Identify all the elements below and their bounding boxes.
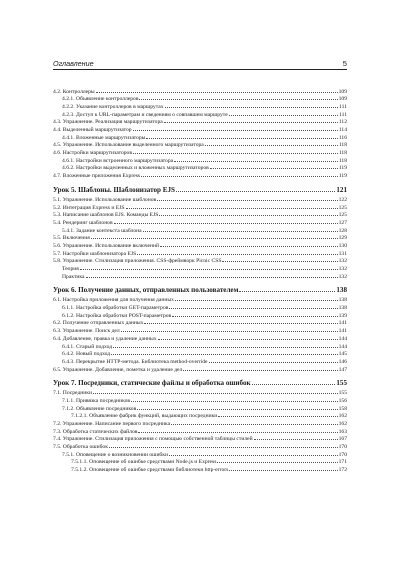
toc-entry-title: 7.1. Посредники — [53, 390, 92, 397]
dot-leader — [169, 450, 338, 456]
toc-entry-title: 7.3. Обработка статических файлов — [53, 428, 138, 435]
toc-entry-page: 144 — [338, 343, 347, 350]
dot-leader — [137, 404, 337, 410]
dot-leader — [175, 296, 338, 302]
toc-entry-page: 130 — [338, 242, 347, 249]
toc-entry-title: 5.7. Настройки шаблонизатора EJS — [53, 250, 137, 257]
toc-entry-title: 6.1. Настройка приложения для получения данных — [53, 297, 174, 304]
toc-entry-page: 118 — [338, 157, 347, 164]
toc-entry-title: 7.5.1.1. Оповещение об ошибке средствами Node.js и Express — [71, 459, 217, 466]
toc-entry-page: 111 — [339, 103, 347, 110]
toc-entry-page: 170 — [338, 444, 347, 451]
dot-leader — [109, 443, 338, 449]
toc-entry-title: 6.4.2. Новый подход — [62, 351, 111, 358]
dot-leader — [165, 102, 338, 108]
toc-entry-title: Теория — [62, 266, 79, 273]
dot-leader — [172, 311, 337, 317]
toc-entry-title: Практика — [62, 273, 85, 280]
dot-leader — [157, 195, 337, 201]
toc-entry-page: 172 — [338, 467, 347, 474]
toc-entry-title: 6.5. Упражнение. Добавление, пометка и удаление дел — [53, 366, 183, 373]
toc-entry — [53, 304, 347, 312]
toc-entry — [53, 118, 347, 126]
dot-leader — [93, 389, 338, 395]
toc-entry-title: 7.1.1. Привязка посредников — [62, 397, 131, 404]
toc-entry-title: 5.8. Упражнение. Стилизация приложения. CSS-фреймворк Picnic CSS — [53, 258, 222, 265]
dot-leader — [210, 164, 338, 170]
toc-entry-page: 131 — [338, 250, 347, 257]
toc-entry — [53, 257, 347, 265]
toc-entry — [53, 234, 347, 242]
toc-entry-title: 7.1.2.1. Объявление фабрик функций, выдающих посредники — [71, 413, 218, 420]
toc-entry-page: 155 — [336, 379, 347, 388]
toc-entry-page: 138 — [336, 286, 347, 295]
toc-entry-title: 7.5. Обработка ошибок — [53, 444, 108, 451]
toc-entry-page: 118 — [338, 142, 347, 149]
toc-entry-page: 145 — [338, 351, 347, 358]
toc-entry-page: 128 — [338, 227, 347, 234]
toc-entry — [53, 389, 347, 397]
toc-entry — [53, 458, 347, 466]
toc-entry-page: 171 — [338, 459, 347, 466]
dot-leader — [137, 249, 337, 255]
toc-entry-page: 170 — [338, 451, 347, 458]
toc-entry — [53, 141, 347, 149]
header-title: Оглавление — [53, 59, 94, 68]
toc-entry-page: 158 — [338, 405, 347, 412]
toc-entry-page: 127 — [338, 219, 347, 226]
dot-leader — [113, 342, 337, 348]
dot-leader — [169, 304, 337, 310]
toc-entry-title: 5.6. Упражнение. Использование включений — [53, 242, 160, 249]
toc-entry-title: 5.4. Рендеринг шаблонов — [53, 219, 113, 226]
toc-entry-title: Урок 6. Получение данных, отправленных пользователем — [53, 286, 239, 295]
toc-entry-page: 162 — [338, 421, 347, 428]
toc-entry-title: 4.2.3. Доступ к URL-параметрам и сведениям о совпавшем маршруте — [62, 111, 228, 118]
toc-entry-page: 109 — [338, 96, 347, 103]
toc-entry-page: 125 — [338, 212, 347, 219]
toc-entry-title: 5.3. Написание шаблонов EJS. Команды EJS — [53, 212, 159, 219]
toc-entry-page: 111 — [339, 111, 347, 118]
dot-leader — [176, 185, 335, 192]
dot-leader — [164, 118, 338, 124]
dot-leader — [171, 419, 338, 425]
toc-chapter — [53, 286, 347, 295]
dot-leader — [114, 218, 338, 224]
toc-entry-title: Урок 5. Шаблоны. Шаблонизатор EJS — [53, 185, 175, 194]
dot-leader — [131, 396, 338, 402]
toc-entry-title: 5.2. Интеграция Express и EJS — [53, 204, 125, 211]
dot-leader — [133, 149, 338, 155]
toc-entry — [53, 450, 347, 458]
toc-entry-page: 146 — [338, 358, 347, 365]
dot-leader — [239, 286, 335, 293]
toc-entry — [53, 226, 347, 234]
dot-leader — [80, 264, 338, 270]
toc-entry-page: 129 — [338, 235, 347, 242]
toc-entry — [53, 218, 347, 226]
toc-entry-page: 141 — [338, 328, 347, 335]
toc-entry-title: 4.2.1. Объявление контроллеров — [62, 96, 139, 103]
toc-entry — [53, 164, 347, 172]
toc-entry-title: 4.7. Вложенные приложения Express — [53, 173, 141, 180]
toc-entry — [53, 195, 347, 203]
toc-entry — [53, 365, 347, 373]
dot-leader — [209, 357, 338, 363]
dot-leader — [91, 234, 338, 240]
toc-entry-title: 5.1. Упражнение. Использование шаблонов — [53, 196, 157, 203]
toc-entry-page: 138 — [338, 297, 347, 304]
toc-entry-page: 141 — [338, 320, 347, 327]
toc-entry — [53, 311, 347, 319]
toc-entry-page: 114 — [338, 127, 347, 134]
toc-entry — [53, 319, 347, 327]
dot-leader — [111, 350, 337, 356]
toc-entry-title: 4.2. Контроллеры — [53, 88, 95, 95]
toc-entry — [53, 95, 347, 103]
toc-entry — [53, 264, 347, 272]
toc-entry — [53, 342, 347, 350]
toc-entry — [53, 404, 347, 412]
toc-entry — [53, 419, 347, 427]
dot-leader — [143, 226, 338, 232]
toc-entry — [53, 149, 347, 157]
toc-entry-page: 116 — [338, 134, 347, 141]
toc-entry-title: 7.5.1. Оповещение о возникновении ошибки — [62, 451, 168, 458]
toc-chapter — [53, 185, 347, 194]
toc-entry — [53, 87, 347, 95]
toc-entry — [53, 296, 347, 304]
toc-entry-title: 6.1.2. Настройка обработки POST-параметров — [62, 312, 172, 319]
toc-entry — [53, 327, 347, 335]
dot-leader — [217, 458, 337, 464]
toc-entry-title: 4.4.1. Вложенные маршрутизаторы — [62, 134, 146, 141]
toc-entry-title: 6.3. Упражнение. Поиск дел — [53, 328, 120, 335]
toc-entry-title: Урок 7. Посредники, статические файлы и обработка ошибок — [53, 379, 251, 388]
toc-entry — [53, 249, 347, 257]
dot-leader — [229, 110, 338, 116]
dot-leader — [141, 172, 338, 178]
toc-entry-title: 7.2. Упражнение. Написание первого посредника — [53, 421, 171, 428]
toc-entry-page: 162 — [338, 413, 347, 420]
toc-entry-title: 6.4.3. Перекрытие HTTP-метода. Библиотека method-override — [62, 358, 208, 365]
toc-entry-title: 6.4. Добавление, правка и удаление данных — [53, 335, 157, 342]
dot-leader — [86, 272, 338, 278]
toc-entry-page: 121 — [336, 185, 347, 194]
dot-leader — [160, 241, 338, 247]
toc-entry — [53, 357, 347, 365]
toc-entry — [53, 412, 347, 420]
dot-leader — [159, 211, 337, 217]
dot-leader — [254, 435, 338, 441]
toc-entry — [53, 133, 347, 141]
toc-entry-page: 119 — [338, 173, 347, 180]
toc-entry-page: 122 — [338, 196, 347, 203]
toc-entry-title: 6.4.1. Старый подход — [62, 343, 113, 350]
toc-entry-title: 4.4. Выделенный маршрутизатор — [53, 127, 132, 134]
dot-leader — [139, 95, 337, 101]
dot-leader — [121, 327, 338, 333]
toc-entry-page: 109 — [338, 88, 347, 95]
toc-entry-page: 112 — [338, 119, 347, 126]
dot-leader — [183, 365, 337, 371]
dot-leader — [174, 156, 338, 162]
toc-entry — [53, 334, 347, 342]
toc-entry — [53, 272, 347, 280]
toc-entry — [53, 427, 347, 435]
toc-entry-title: 4.2.2. Указание контроллеров в маршрутах — [62, 103, 164, 110]
dot-leader — [229, 466, 337, 472]
toc-entry-page: 125 — [338, 204, 347, 211]
toc-entry-title: 6.2. Получение отправленных данных — [53, 320, 144, 327]
toc-entry-page: 155 — [338, 390, 347, 397]
running-header — [53, 54, 347, 70]
toc-entry — [53, 125, 347, 133]
toc-entry-title: 7.4. Упражнение. Стилизация приложения с помощью собственной таблицы стилей — [53, 436, 253, 443]
toc-entry — [53, 466, 347, 474]
toc-entry-title: 7.5.1.2. Оповещение об ошибке средствами библиотеки http-errors — [71, 467, 229, 474]
toc-entry — [53, 350, 347, 358]
toc-entry-title: 7.1.2. Объявление посредников — [62, 405, 137, 412]
toc-entry-title: 4.5. Упражнение. Использование выделенного маршрутизатора — [53, 142, 204, 149]
toc-entry-title: 5.4.1. Задание контекста шаблона — [62, 227, 142, 234]
toc-entry-page: 118 — [338, 150, 347, 157]
dot-leader — [126, 203, 338, 209]
dot-leader — [158, 334, 338, 340]
dot-leader — [133, 125, 338, 131]
toc-entry-title: 4.6.1. Настройки встроенного маршрутизатора — [62, 157, 174, 164]
dot-leader — [252, 379, 336, 386]
toc-entry-title: 4.6.2. Настройки выделенных и вложенных маршрутизаторов — [62, 165, 209, 172]
dot-leader — [218, 412, 337, 418]
page-number: 5 — [342, 59, 347, 68]
toc-entry-page: 132 — [338, 258, 347, 265]
toc-entry-page: 167 — [338, 436, 347, 443]
toc-entry-page: 139 — [338, 312, 347, 319]
toc-entry-page: 163 — [338, 428, 347, 435]
toc-entry — [53, 435, 347, 443]
dot-leader — [96, 87, 338, 93]
toc-entry — [53, 241, 347, 249]
toc-entry — [53, 396, 347, 404]
dot-leader — [146, 133, 337, 139]
dot-leader — [205, 141, 338, 147]
toc-entry-page: 147 — [338, 366, 347, 373]
dot-leader — [222, 257, 337, 263]
toc-entry — [53, 156, 347, 164]
toc-entry-title: 5.5. Включения — [53, 235, 90, 242]
toc-entry — [53, 443, 347, 451]
toc-entry — [53, 102, 347, 110]
toc-entry-title: 6.1.1. Настройка обработки GET-параметров — [62, 305, 169, 312]
toc-entry-title: 4.3. Упражнение. Реализация маршрутизатора — [53, 119, 163, 126]
toc-entry-page: 156 — [338, 397, 347, 404]
toc-entry — [53, 203, 347, 211]
toc-entry-page: 132 — [338, 266, 347, 273]
table-of-contents — [53, 87, 347, 473]
toc-entry — [53, 110, 347, 118]
toc-entry — [53, 211, 347, 219]
toc-chapter — [53, 379, 347, 388]
dot-leader — [138, 427, 337, 433]
toc-entry-page: 138 — [338, 305, 347, 312]
toc-entry-page: 132 — [338, 273, 347, 280]
toc-entry-title: 4.6. Настройки маршрутизаторов — [53, 150, 133, 157]
toc-entry — [53, 172, 347, 180]
toc-entry-page: 119 — [338, 165, 347, 172]
dot-leader — [144, 319, 337, 325]
toc-entry-page: 144 — [338, 335, 347, 342]
